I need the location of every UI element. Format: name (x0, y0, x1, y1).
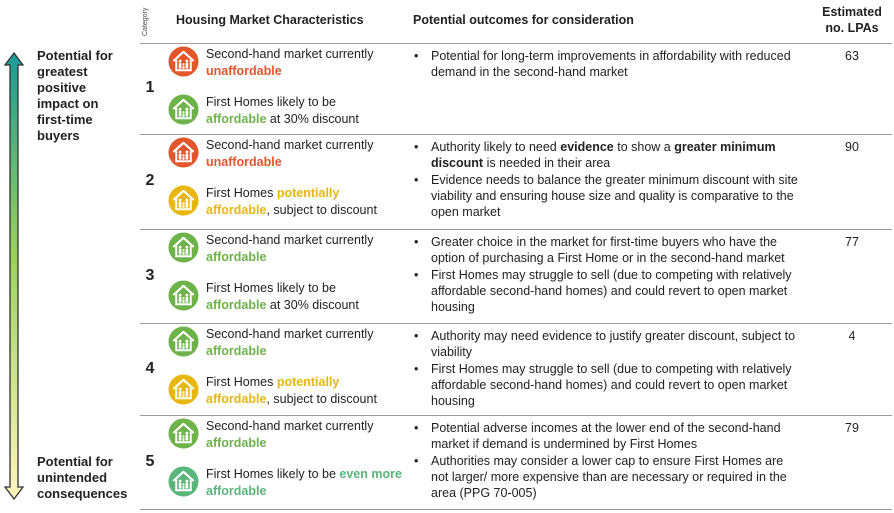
characteristic-prefix: Second-hand market currently (206, 233, 374, 247)
lpa-count: 4 (848, 329, 856, 343)
characteristic-text (206, 418, 406, 451)
row-divider (140, 43, 892, 44)
house-family-icon-green (168, 326, 199, 357)
characteristic-text (206, 137, 406, 170)
row-divider (140, 415, 892, 416)
lpa-count: 63 (845, 49, 859, 63)
outcome-item (412, 361, 800, 410)
outcome-text: Authorities may consider a lower cap to ensure First Homes are not larger/ more expensive than are necessary or required in the area (PPG 70-005) (431, 453, 787, 501)
affordability-status: potentially affordable (206, 375, 340, 406)
row-divider (140, 323, 892, 324)
row-number: 4 (145, 359, 155, 377)
outcome-text: Potential adverse incomes at the lower end of the second-hand market if demand is undermined by First Homes (431, 421, 781, 452)
affordability-status: affordable (206, 435, 267, 450)
house-family-icon-yellow (168, 185, 199, 216)
characteristic-suffix: , subject to discount (266, 391, 377, 406)
outcome-emphasis: evidence (560, 140, 614, 154)
lpas-header-line2: no. LPAs (825, 21, 879, 35)
outcome-text: Evidence needs to balance the greater minimum discount with site viability and ensuring house size and quality is comparative to the open market (431, 172, 798, 220)
row-number: 1 (145, 79, 155, 96)
outcome-item (412, 48, 800, 81)
characteristic-text (206, 280, 406, 313)
affordability-status: potentially affordable (206, 186, 340, 217)
bottom-side-label: Potential for unintended consequences (37, 454, 128, 501)
outcomes-list (412, 420, 800, 501)
outcome-item (412, 267, 800, 316)
characteristic-text (206, 185, 406, 218)
outcome-text: is needed in their area (483, 156, 611, 171)
row-number: 5 (145, 452, 155, 470)
outcomes-list (412, 234, 800, 315)
outcome-emphasis: greater minimum discount (431, 140, 776, 171)
outcomes-list (412, 328, 800, 409)
outcomes-list (412, 48, 800, 81)
characteristic-text (206, 94, 406, 127)
characteristic-text (206, 374, 406, 407)
row-number: 2 (145, 172, 155, 189)
affordability-status: affordable (206, 343, 267, 358)
characteristic-prefix: First Homes likely to be (206, 281, 336, 295)
house-family-icon-green (168, 280, 199, 311)
characteristic-prefix: First Homes (206, 186, 277, 200)
characteristics-header: Housing Market Characteristics (176, 13, 364, 27)
outcome-text: First Homes may struggle to sell (due to competing with relatively affordable second-hand homes) and could revert to open market housing (431, 267, 792, 315)
characteristic-prefix: First Homes likely to be (206, 467, 340, 481)
house-family-icon-green (168, 418, 199, 449)
outcome-item (412, 328, 800, 361)
house-family-icon-red (168, 137, 199, 168)
characteristic-suffix: at 30% discount (266, 297, 359, 312)
outcome-text: Authority likely to need (431, 140, 561, 154)
row-divider (140, 134, 892, 135)
row-number: 3 (145, 266, 155, 284)
row-divider (140, 509, 892, 510)
characteristic-prefix: First Homes likely to be (206, 95, 336, 109)
characteristic-text (206, 232, 406, 265)
outcome-text: Greater choice in the market for first-time buyers who have the option of purchasing a First Home or in the second-hand market (431, 235, 785, 266)
affordability-status: affordable (206, 249, 267, 264)
row-divider (140, 229, 892, 230)
characteristic-suffix: at 30% discount (266, 111, 359, 126)
characteristic-prefix: Second-hand market currently (206, 138, 374, 152)
outcome-text: Potential for long-term improvements in affordability with reduced demand in the second-hand market (431, 49, 791, 80)
affordability-status: even more affordable (206, 467, 402, 498)
outcome-item (412, 172, 800, 221)
lpa-count: 79 (845, 421, 859, 435)
characteristic-suffix: , subject to discount (266, 202, 377, 217)
characteristic-prefix: Second-hand market currently (206, 327, 374, 341)
house-family-icon-teal (168, 466, 199, 497)
outcome-item (412, 420, 800, 453)
category-header: Category (142, 7, 149, 36)
characteristic-text (206, 46, 406, 79)
house-family-icon-yellow (168, 374, 199, 405)
outcome-text: to show a (613, 140, 675, 154)
outcome-item (412, 139, 800, 172)
lpa-count: 77 (845, 235, 859, 249)
outcomes-header: Potential outcomes for consideration (413, 13, 634, 27)
characteristic-text (206, 326, 406, 359)
outcome-text: Authority may need evidence to justify greater discount, subject to viability (431, 329, 796, 360)
affordability-status: unaffordable (206, 154, 282, 169)
lpas-header-line1: Estimated (822, 5, 882, 19)
affordability-status: affordable (206, 297, 267, 312)
lpa-count: 90 (845, 140, 859, 154)
outcomes-list (412, 139, 800, 220)
characteristic-prefix: First Homes (206, 375, 277, 389)
top-side-label: Potential for greatest positive impact on first-time buyers (37, 48, 113, 143)
house-family-icon-green (168, 94, 199, 125)
house-family-icon-green (168, 232, 199, 263)
impact-gradient-arrow (4, 52, 24, 500)
outcome-item (412, 234, 800, 267)
outcome-item (412, 453, 800, 502)
affordability-status: unaffordable (206, 63, 282, 78)
affordability-status: affordable (206, 111, 267, 126)
characteristic-text (206, 466, 406, 499)
house-family-icon-red (168, 46, 199, 77)
characteristic-prefix: Second-hand market currently (206, 419, 374, 433)
characteristic-prefix: Second-hand market currently (206, 47, 374, 61)
outcome-text: First Homes may struggle to sell (due to competing with relatively affordable second-hand homes) and could revert to open market housing (431, 361, 792, 409)
